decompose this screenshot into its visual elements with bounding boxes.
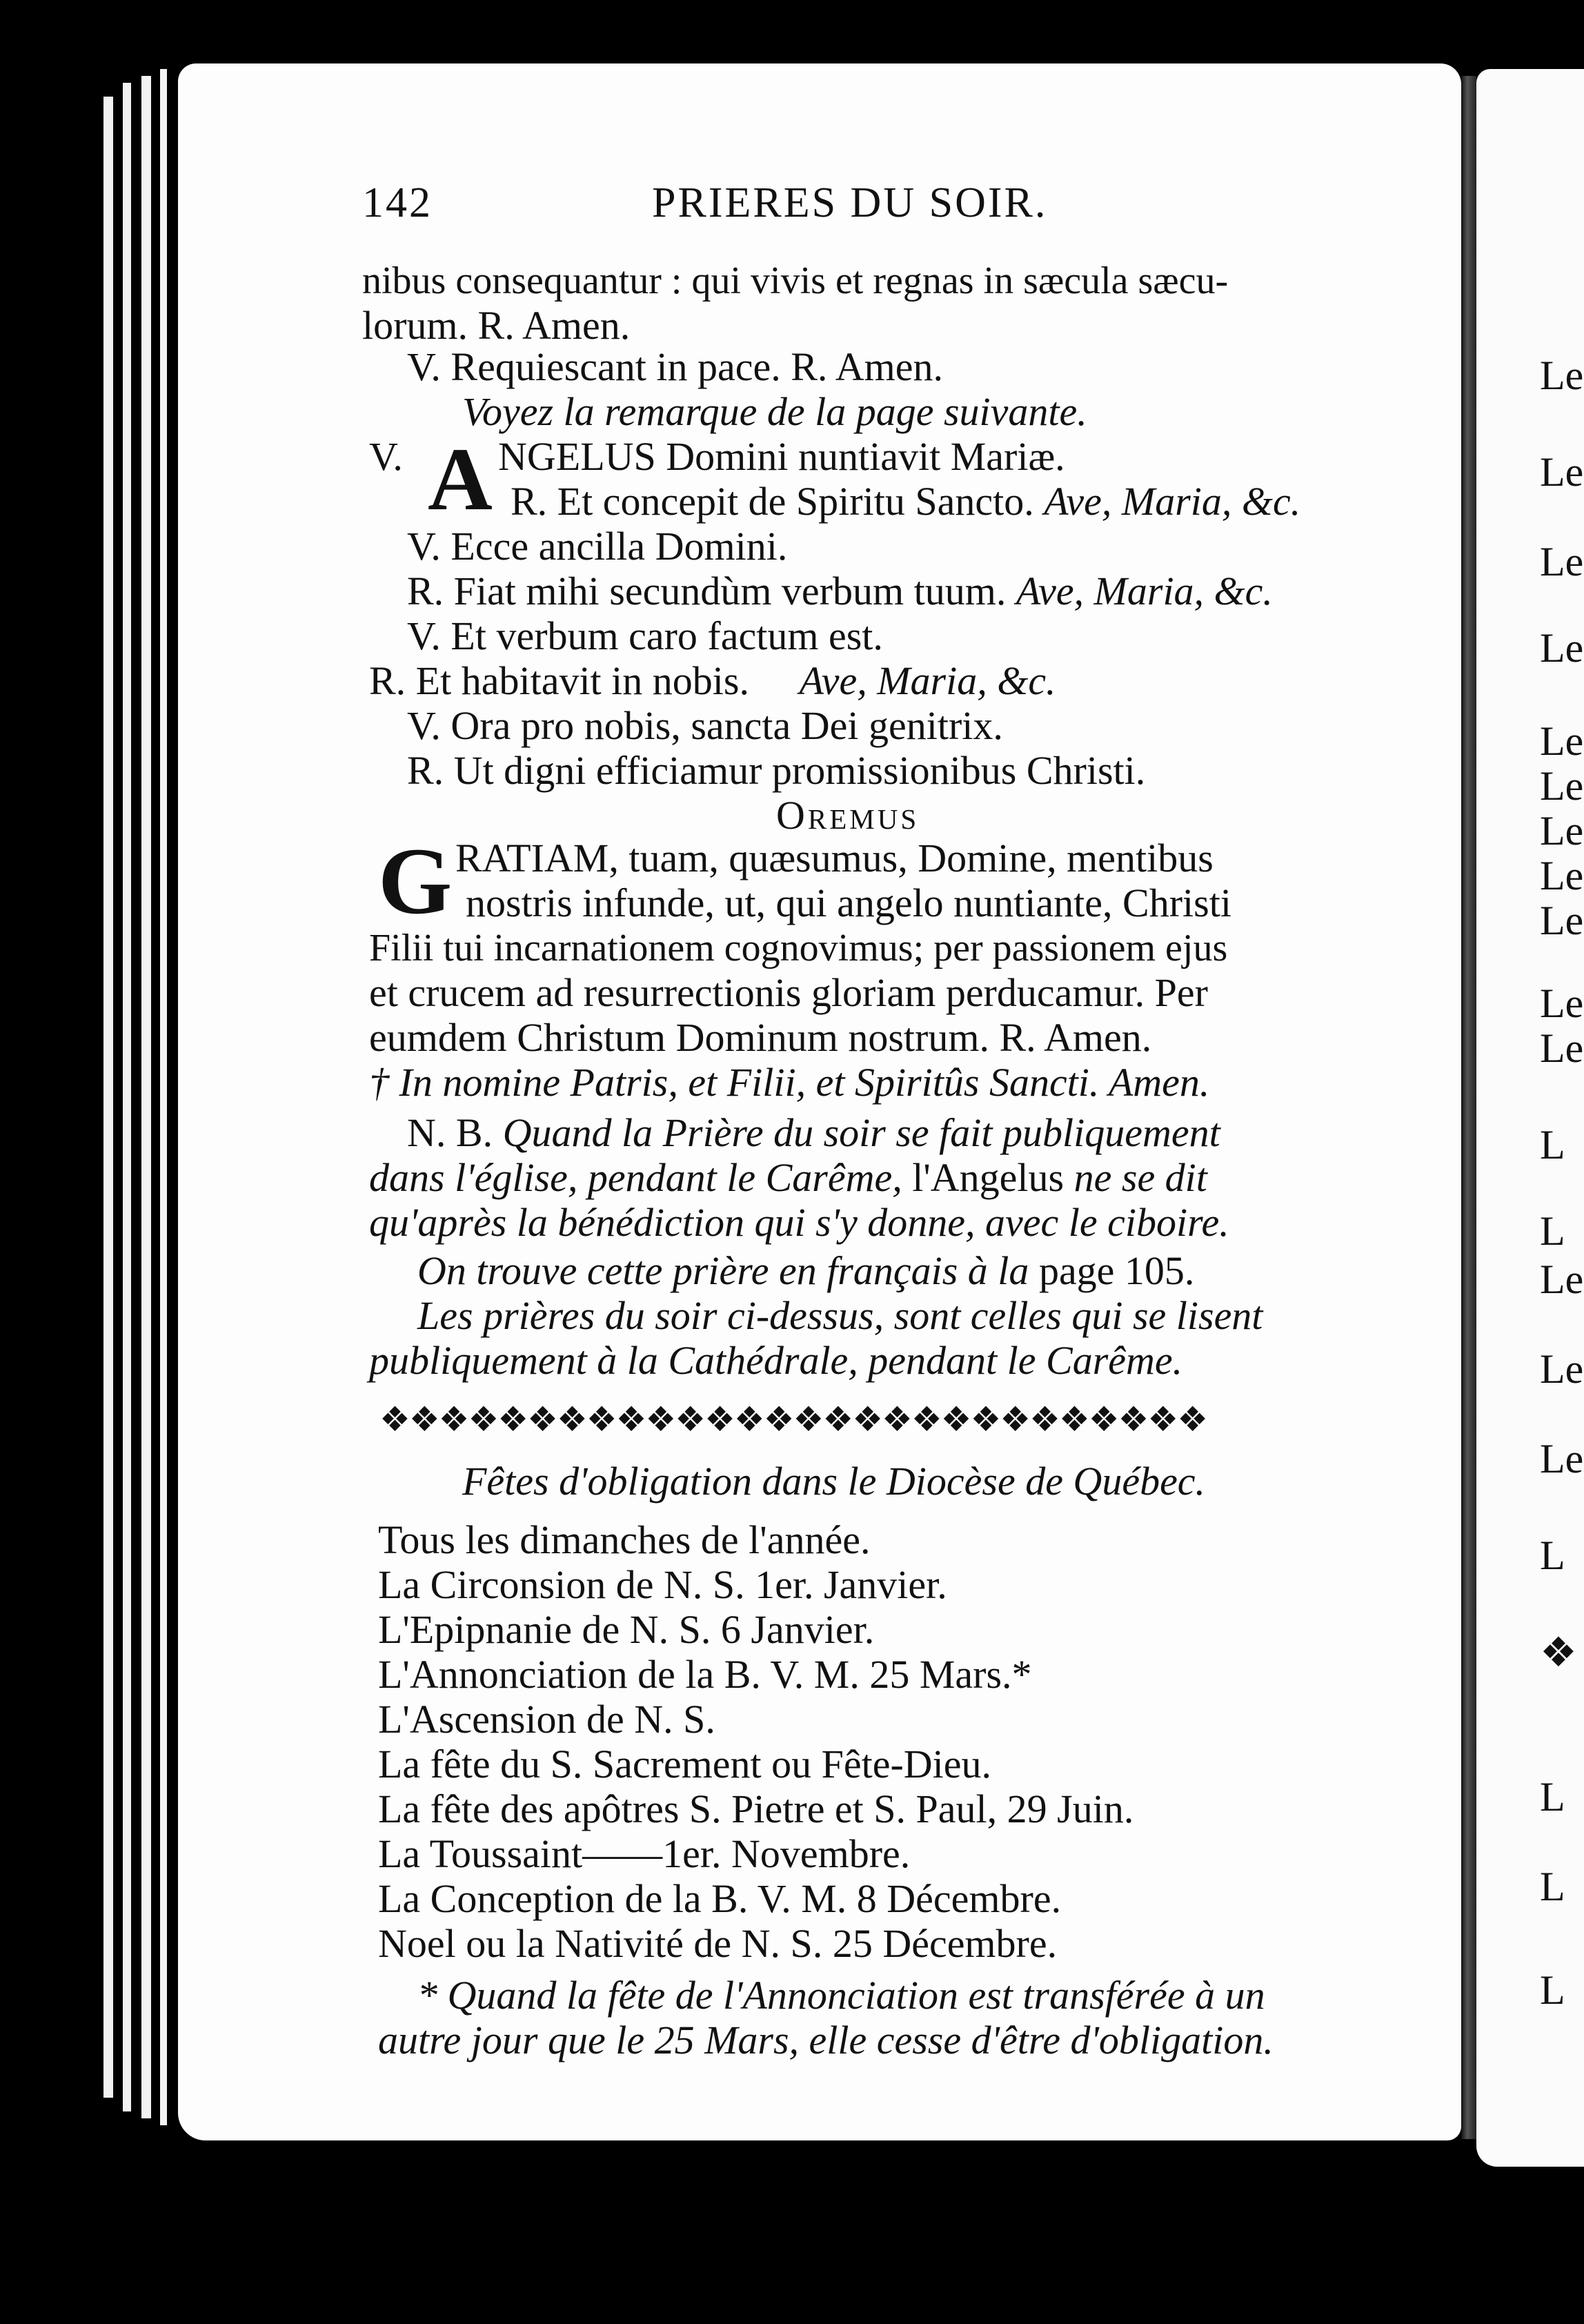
facing-page-fragment: Le (1540, 1346, 1584, 1392)
book-edge (123, 83, 131, 2111)
text-line: V. Requiescant in pace. R. Amen. (407, 344, 943, 389)
facing-page-fragment: Le (1540, 449, 1584, 495)
list-item: La Toussaint——1er. Novembre. (378, 1831, 911, 1876)
italic-span: ne se dit (1073, 1155, 1207, 1200)
facing-page-fragment: L (1540, 1967, 1565, 2013)
facing-page-fragment: Le (1540, 625, 1584, 671)
text-line: et crucem ad resurrectionis gloriam perducamur. Per (369, 970, 1208, 1015)
list-item: La fête du S. Sacrement ou Fête-Dieu. (378, 1742, 992, 1786)
list-item: La Conception de la B. V. M. 8 Décembre. (378, 1876, 1062, 1921)
facing-page-fragment: Le (1540, 981, 1584, 1026)
text-line: Les prières du soir ci-dessus, sont celles qui se lisent (417, 1293, 1263, 1338)
facing-page-fragment: L (1540, 1864, 1565, 1909)
facing-page-fragment: Le (1540, 1257, 1584, 1302)
list-item: Noel ou la Nativité de N. S. 25 Décembre. (378, 1921, 1058, 1966)
text-line: publiquement à la Cathédrale, pendant le Carême. (369, 1338, 1183, 1383)
rubric-line: Voyez la remarque de la page suivante. (462, 389, 1087, 434)
footnote-line: * Quand la fête de l'Annonciation est transférée à un (417, 1973, 1265, 2018)
facing-page-fragment: L (1540, 1208, 1565, 1254)
text-line: nostris infunde, ut, qui angelo nuntiante, Christi (466, 880, 1231, 925)
text-line: R. Ut digni efficiamur promissionibus Christi. (407, 748, 1146, 793)
facing-page-fragment: Le (1540, 898, 1584, 943)
text-line (417, 1249, 1194, 1293)
versicle-mark: V. (369, 434, 403, 479)
italic-span: Quand la Prière du soir se fait publiquement (502, 1110, 1220, 1155)
list-item: L'Ascension de N. S. (378, 1697, 715, 1742)
facing-page-fragment: Le (1540, 853, 1584, 898)
section-heading: Oremus (776, 793, 920, 838)
text-line (369, 1156, 1207, 1200)
italic-span: dans l'église, pendant le Carême, (369, 1155, 902, 1200)
book-edge (103, 97, 113, 2098)
italic-span: Ave, Maria, &c. (1044, 479, 1301, 524)
facing-page-fragment: Le (1540, 353, 1584, 398)
nota-bene: N. B. (407, 1110, 493, 1155)
text-line (369, 659, 1056, 703)
list-item: La fête des apôtres S. Pietre et S. Paul, 29 Juin. (378, 1786, 1134, 1831)
text-span: R. Et habitavit in nobis. (369, 658, 749, 703)
text-line: RATIAM, tuam, quæsumus, Domine, mentibus (455, 836, 1214, 880)
facing-page-fragment: Le (1540, 718, 1584, 764)
list-item: L'Annonciation de la B. V. M. 25 Mars.* (378, 1652, 1032, 1697)
section-heading: Fêtes d'obligation dans le Diocèse de Québec. (462, 1459, 1206, 1504)
text-line (511, 480, 1300, 524)
facing-page-fragment: Le (1540, 1025, 1584, 1071)
italic-span: Ave, Maria, &c. (1016, 569, 1273, 613)
italic-span: On trouve cette prière en français à la (417, 1248, 1029, 1293)
text-span: R. Et concepit de Spiritu Sancto. (511, 479, 1034, 524)
text-line: † In nomine Patris, et Filii, et Spiritûs Sancti. Amen. (369, 1060, 1210, 1105)
facing-page-fragment: ❖ (1540, 1630, 1577, 1675)
text-line: lorum. R. Amen. (362, 303, 631, 348)
book-edge (141, 76, 151, 2118)
text-line: nibus consequantur : qui vivis et regnas in sæcula sæcu- (362, 259, 1229, 302)
page-number: 142 (362, 179, 433, 226)
list-item: Tous les dimanches de l'année. (378, 1517, 871, 1562)
text-line: V. Ecce ancilla Domini. (407, 524, 788, 569)
list-item: L'Epipnanie de N. S. 6 Janvier. (378, 1607, 875, 1652)
book-edge (160, 69, 167, 2125)
italic-span: Ave, Maria, &c. (799, 658, 1056, 703)
ornament-divider: ❖❖❖❖❖❖❖❖❖❖❖❖❖❖❖❖❖❖❖❖❖❖❖❖❖❖❖❖ (379, 1399, 1207, 1439)
text-line (407, 569, 1273, 613)
text-line: V. Ora pro nobis, sancta Dei genitrix. (407, 703, 1003, 748)
footnote-line: autre jour que le 25 Mars, elle cesse d'être d'obligation. (378, 2018, 1274, 2062)
text-line: Filii tui incarnationem cognovimus; per passionem ejus (369, 927, 1228, 969)
text-line (407, 1111, 1220, 1155)
facing-page-fragment: L (1540, 1533, 1565, 1578)
text-line: qu'après la bénédiction qui s'y donne, avec le ciboire. (369, 1200, 1229, 1245)
text-line: NGELUS Domini nuntiavit Mariæ. (498, 434, 1065, 479)
book-gutter (1461, 76, 1476, 2139)
drop-cap: G (378, 828, 453, 934)
facing-page-fragment: L (1540, 1774, 1565, 1820)
drop-cap: A (428, 430, 493, 529)
facing-page-fragment: Le (1540, 1436, 1584, 1481)
facing-page-fragment: Le (1540, 763, 1584, 809)
facing-page (1476, 69, 1584, 2167)
list-item: La Circonsion de N. S. 1er. Janvier. (378, 1562, 947, 1607)
text-line: V. Et verbum caro factum est. (407, 613, 883, 658)
facing-page-fragment: Le (1540, 808, 1584, 854)
facing-page-fragment: L (1540, 1122, 1565, 1168)
facing-page-fragment: Le (1540, 539, 1584, 584)
running-title: PRIERES DU SOIR. (652, 179, 1048, 226)
text-span: page 105. (1038, 1248, 1195, 1293)
text-span: l'Angelus (912, 1155, 1065, 1200)
text-span: R. Fiat mihi secundùm verbum tuum. (407, 569, 1007, 613)
text-line: eumdem Christum Dominum nostrum. R. Amen. (369, 1015, 1152, 1060)
